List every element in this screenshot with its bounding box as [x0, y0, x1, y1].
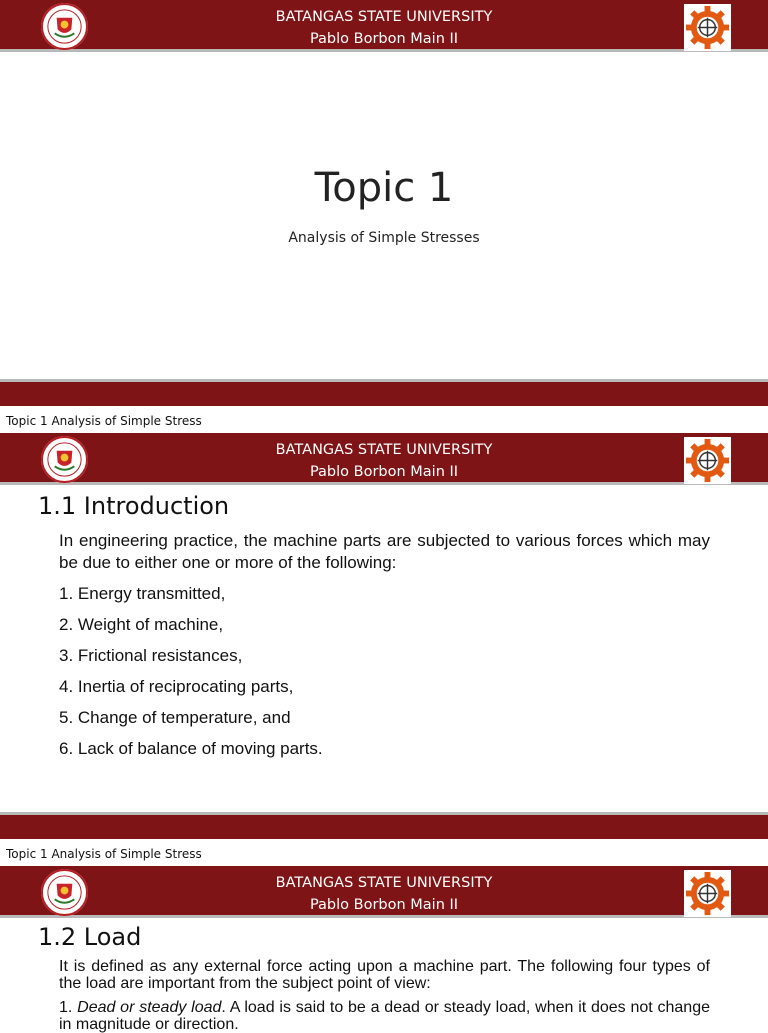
slide-footer-bar [0, 812, 768, 839]
list-item: 1. Energy transmitted, [59, 584, 226, 603]
intro-paragraph: In engineering practice, the machine parts are subjected to various forces which may be due to either one or more of the following: [59, 531, 710, 572]
gear-emblem-icon [684, 437, 731, 484]
gear-emblem-icon [684, 870, 731, 917]
slide-caption: Topic 1 Analysis of Simple Stress [6, 414, 202, 428]
intro-text: It is defined as any external force acting upon a machine part. The following four types of the load are important from the subject point of view: [59, 958, 710, 992]
item-number: 1. [59, 999, 73, 1016]
campus-name: Pablo Borbon Main II [309, 31, 459, 47]
slide-subtitle-text: Analysis of Simple Stresses [288, 230, 480, 246]
slide-footer-bar [0, 379, 768, 406]
slide-title [0, 0, 768, 406]
list-item: 6. Lack of balance of moving parts. [59, 739, 323, 758]
item-term: Dead or steady load [77, 999, 222, 1016]
intro-paragraph [59, 958, 710, 992]
university-name: BATANGAS STATE UNIVERSITY [275, 442, 493, 458]
list-item: 3. Frictional resistances, [59, 646, 243, 665]
slide-caption: Topic 1 Analysis of Simple Stress [6, 847, 202, 861]
university-name: BATANGAS STATE UNIVERSITY [275, 875, 493, 891]
slide-header [0, 866, 768, 918]
slide-header [0, 433, 768, 485]
slide-load [0, 866, 768, 1033]
slide-title-text: Topic 1 [314, 165, 454, 211]
campus-name: Pablo Borbon Main II [309, 464, 459, 480]
load-item-1 [59, 999, 710, 1033]
item-text: . A load is said to be a dead or steady load, when it does not change in magnitude or direction. [59, 999, 711, 1033]
list-item: 2. Weight of machine, [59, 615, 224, 634]
campus-name: Pablo Borbon Main II [309, 897, 459, 913]
slide-introduction [0, 433, 768, 839]
section-heading: 1.2 Load [38, 923, 142, 951]
gear-emblem-icon [684, 4, 731, 51]
section-heading: 1.1 Introduction [38, 492, 230, 520]
list-item: 5. Change of temperature, and [59, 708, 291, 727]
university-name: BATANGAS STATE UNIVERSITY [275, 9, 493, 25]
slide-header [0, 0, 768, 52]
list-item: 4. Inertia of reciprocating parts, [59, 677, 294, 696]
